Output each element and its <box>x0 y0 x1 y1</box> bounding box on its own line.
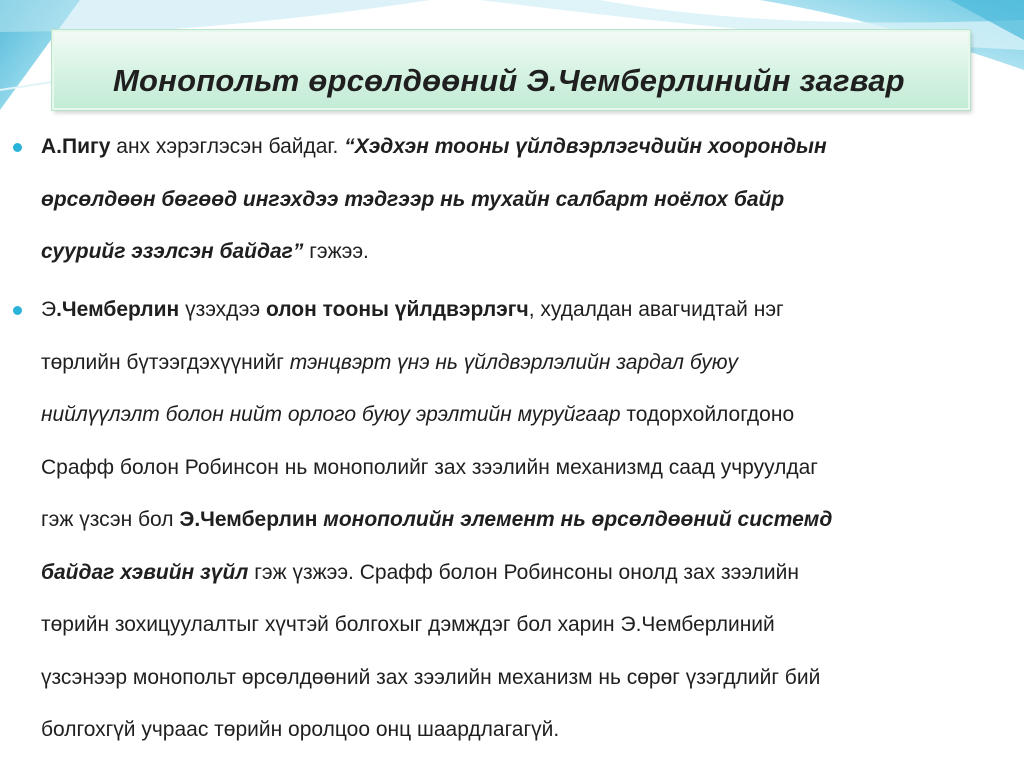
text-run: гэж үзсэн бол <box>41 508 180 531</box>
text-run: А.Пигу <box>41 135 111 158</box>
text-run: олон тооны үйлдвэрлэгч <box>265 298 529 321</box>
text-run: төрлийн бүтээгдэхүүнийг <box>41 350 290 374</box>
text-run: .Чемберлин <box>56 298 180 321</box>
bullet-marker <box>13 143 22 152</box>
bullet-marker <box>13 306 22 315</box>
bullet-text-line <box>41 351 738 375</box>
bullet-text-line <box>41 403 794 427</box>
bullet-text-line <box>41 135 827 159</box>
text-run: гэжээ. <box>303 240 369 263</box>
text-run: Срафф болон Робинсон нь монополийг зах зээлийн механизмд саад учруулдаг <box>41 455 818 479</box>
bullet-text-line <box>41 561 799 585</box>
text-run: нийлүүлэлт болон нийт орлого буюу эрэлтийн муруйгаар <box>41 403 621 426</box>
bullet-text-line <box>41 666 820 690</box>
text-run: тэнцвэрт үнэ нь үйлдвэрлэлийн зардал буюу <box>289 350 738 374</box>
text-run: , худалдан авагчидтай нэг <box>528 298 784 321</box>
text-run: гэж үзжээ. Срафф болон Робинсоны онолд зах зээлийн <box>248 560 799 584</box>
text-run: “Хэдхэн тооны үйлдвэрлэгчдийн хоорондын <box>344 135 827 158</box>
text-run: суурийг эзэлсэн байдаг” <box>41 240 304 263</box>
bullet-text-line <box>41 456 818 480</box>
text-run: монополийн элемент нь өрсөлдөөний системд <box>323 508 833 531</box>
text-run: Э.Чемберлин <box>179 508 324 531</box>
bullet-text-line <box>41 298 784 322</box>
text-run: өрсөлдөөн бөгөөд ингэхдээ тэдгээр нь тухайн салбарт ноёлох байр <box>41 187 785 211</box>
slide-title: Монопольт өрсөлдөөний Э.Чемберлинийн загвар <box>113 63 905 98</box>
text-run: байдаг хэвийн зүйл <box>41 560 249 584</box>
text-run: тодорхойлогдоно <box>620 403 795 426</box>
bullet-text-line <box>41 718 559 742</box>
text-run: Э <box>41 298 57 321</box>
bullet-text-line <box>41 240 369 264</box>
text-run: анх хэрэглэсэн байдаг. <box>110 135 345 158</box>
bullet-text-line <box>41 508 832 532</box>
text-run: үзэхдээ <box>179 298 266 321</box>
text-run: болгохгүй учраас төрийн оролцоо онц шаардлагагүй. <box>41 718 560 741</box>
text-run: төрийн зохицуулалтыг хүчтэй болгохыг дэмждэг бол харин Э.Чемберлиний <box>41 613 775 636</box>
bullet-text-line <box>41 613 775 637</box>
text-run: үзсэнээр монопольт өрсөлдөөний зах зээлийн механизм нь сөрөг үзэгдлийг бий <box>41 665 821 689</box>
bullet-text-line <box>41 188 784 212</box>
